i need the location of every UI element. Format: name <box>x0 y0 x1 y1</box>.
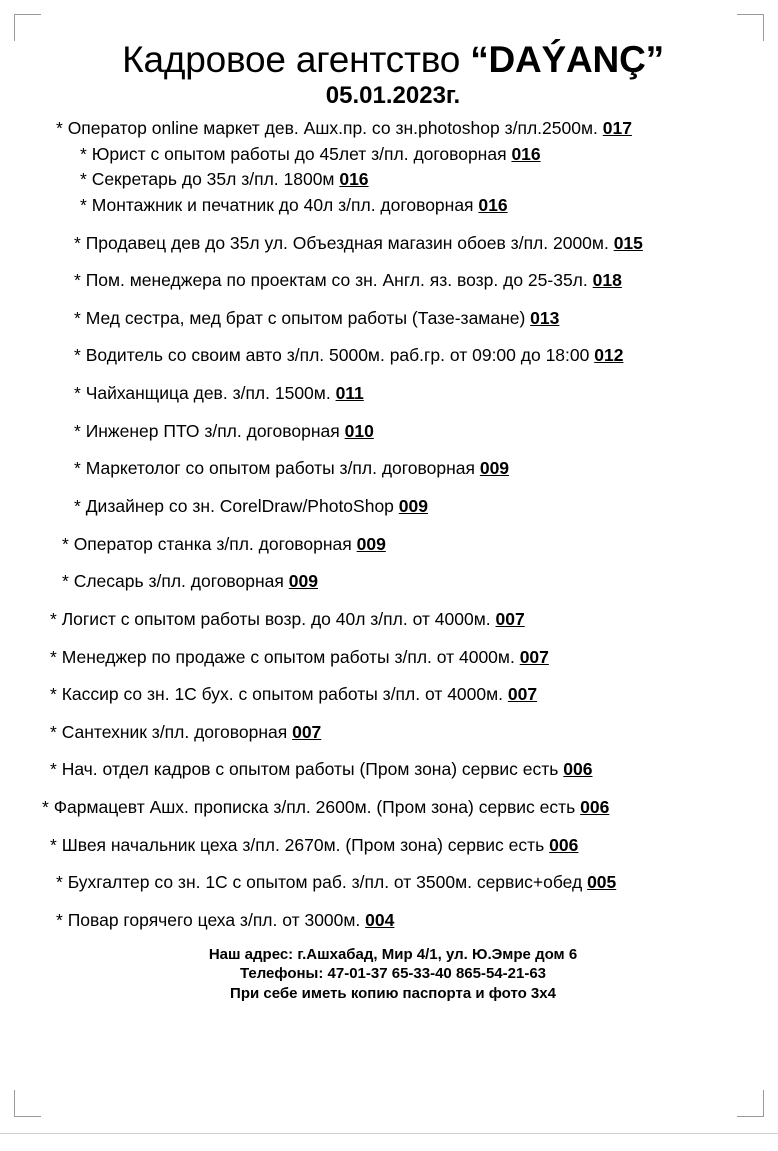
vacancy-code: 016 <box>511 143 541 164</box>
vacancy-item <box>32 144 754 165</box>
bullet-star-icon: * <box>74 345 81 366</box>
vacancy-code: 006 <box>549 834 579 855</box>
document-content <box>32 30 754 1111</box>
page-bottom-rule <box>0 1133 778 1134</box>
vacancy-item <box>32 609 754 630</box>
vacancy-code: 016 <box>478 194 508 215</box>
page-title <box>32 40 754 80</box>
vacancy-description: Швея начальник цеха з/пл. 2670м. (Пром зона) сервис есть <box>61 834 545 855</box>
vacancy-description: Чайханщица дев. з/пл. 1500м. <box>85 383 331 404</box>
vacancy-description: Мед сестра, мед брат с опытом работы (Тазе-замане) <box>85 307 526 328</box>
vacancy-code: 009 <box>398 496 428 516</box>
vacancy-code: 013 <box>530 307 560 328</box>
vacancy-item <box>32 118 754 139</box>
vacancy-code: 017 <box>602 117 632 138</box>
vacancy-item <box>32 910 754 931</box>
vacancy-item <box>32 797 754 818</box>
agency-brand-name: “DAÝANÇ” <box>470 39 664 80</box>
vacancy-description: Дизайнер со зн. CorelDraw/PhotoShop <box>85 496 394 516</box>
vacancy-item <box>32 872 754 893</box>
vacancy-list <box>32 118 754 931</box>
vacancy-code: 015 <box>613 232 643 253</box>
page-title-prefix: Кадровое агентство <box>122 39 471 80</box>
vacancy-item <box>32 383 754 404</box>
vacancy-description: Фармацевт Ашх. прописка з/пл. 2600м. (Пром зона) сервис есть <box>53 797 576 818</box>
vacancy-description: Монтажник и печатник до 40л з/пл. договорная <box>91 194 474 215</box>
vacancy-code: 009 <box>288 571 318 592</box>
vacancy-item <box>32 421 754 442</box>
vacancy-description: Маркетолог со опытом работы з/пл. договорная <box>85 458 475 479</box>
vacancy-item <box>32 647 754 668</box>
vacancy-item <box>32 345 754 366</box>
vacancy-item <box>32 684 754 705</box>
vacancy-description: Слесарь з/пл. договорная <box>73 571 284 592</box>
vacancy-code: 007 <box>495 608 525 629</box>
footer-phones: Телефоны: 47-01-37 65-33-40 865-54-21-63 <box>239 965 547 983</box>
vacancy-code: 010 <box>344 420 374 441</box>
vacancy-description: Продавец дев до 35л ул. Объездная магазин обоев з/пл. 2000м. <box>85 232 609 253</box>
vacancy-code: 004 <box>365 910 395 931</box>
vacancy-code: 007 <box>507 684 538 705</box>
bullet-star-icon: * <box>50 834 57 855</box>
bullet-star-icon: * <box>50 684 57 705</box>
vacancy-item <box>32 722 754 743</box>
vacancy-item <box>32 270 754 291</box>
footer-requirements: При себе иметь копию паспорта и фото 3х4 <box>230 985 556 1003</box>
vacancy-description: Логист с опытом работы возр. до 40л з/пл. от 4000м. <box>61 608 491 629</box>
bullet-star-icon: * <box>80 194 87 215</box>
vacancy-item <box>32 233 754 254</box>
vacancy-item <box>32 534 754 555</box>
vacancy-description: Водитель со своим авто з/пл. 5000м. раб.гр. от 09:00 до 18:00 <box>85 345 590 366</box>
bullet-star-icon: * <box>56 910 63 931</box>
bullet-star-icon: * <box>62 533 69 554</box>
bullet-star-icon: * <box>74 496 81 516</box>
bullet-star-icon: * <box>80 143 87 164</box>
bullet-star-icon: * <box>56 117 63 138</box>
vacancy-code: 007 <box>292 721 322 742</box>
vacancy-description: Секретарь до 35л з/пл. 1800м <box>91 169 335 190</box>
vacancy-code: 011 <box>335 383 364 404</box>
vacancy-description: Оператор online маркет дев. Ашх.пр. со зн.photoshop з/пл.2500м. <box>67 117 598 138</box>
vacancy-description: Инженер ПТО з/пл. договорная <box>85 420 340 441</box>
document-date: 05.01.2023г. <box>325 81 461 109</box>
bullet-star-icon: * <box>50 721 57 742</box>
vacancy-item <box>32 195 754 216</box>
vacancy-code: 016 <box>339 169 369 190</box>
vacancy-code: 009 <box>356 533 386 554</box>
vacancy-code: 006 <box>580 797 610 818</box>
bullet-star-icon: * <box>74 383 81 404</box>
vacancy-description: Повар горячего цеха з/пл. от 3000м. <box>67 910 361 931</box>
vacancy-description: Нач. отдел кадров с опытом работы (Пром зона) сервис есть <box>61 759 559 780</box>
vacancy-item <box>32 496 754 517</box>
bullet-star-icon: * <box>50 759 57 780</box>
vacancy-code: 005 <box>587 872 617 893</box>
bullet-star-icon: * <box>42 797 49 818</box>
bullet-star-icon: * <box>50 608 57 629</box>
vacancy-description: Юрист с опытом работы до 45лет з/пл. договорная <box>91 143 507 164</box>
vacancy-description: Пом. менеджера по проектам со зн. Англ. яз. возр. до 25-35л. <box>85 270 588 291</box>
vacancy-item <box>32 759 754 780</box>
vacancy-item <box>32 835 754 856</box>
bullet-star-icon: * <box>74 270 81 291</box>
bullet-star-icon: * <box>74 458 81 479</box>
vacancy-code: 007 <box>519 646 549 667</box>
vacancy-item <box>32 308 754 329</box>
vacancy-description: Кассир со зн. 1С бух. с опытом работы з/пл. от 4000м. <box>61 684 504 705</box>
bullet-star-icon: * <box>62 571 69 592</box>
vacancy-description: Бухгалтер со зн. 1С с опытом раб. з/пл. от 3500м. сервис+обед <box>67 872 583 893</box>
vacancy-code: 012 <box>594 345 624 366</box>
contact-footer <box>32 945 754 1004</box>
vacancy-description: Оператор станка з/пл. договорная <box>73 533 352 554</box>
vacancy-code: 009 <box>479 458 510 479</box>
bullet-star-icon: * <box>50 646 57 667</box>
vacancy-description: Сантехник з/пл. договорная <box>61 721 288 742</box>
vacancy-item <box>32 458 754 479</box>
vacancy-code: 018 <box>592 270 622 291</box>
bullet-star-icon: * <box>56 872 63 893</box>
vacancy-item <box>32 169 754 190</box>
vacancy-code: 006 <box>563 759 593 780</box>
bullet-star-icon: * <box>74 307 81 328</box>
bullet-star-icon: * <box>74 232 81 253</box>
bullet-star-icon: * <box>74 420 81 441</box>
vacancy-description: Менеджер по продаже с опытом работы з/пл. от 4000м. <box>61 646 515 667</box>
footer-address: Наш адрес: г.Ашхабад, Мир 4/1, ул. Ю.Эмре дом 6 <box>208 945 578 963</box>
bullet-star-icon: * <box>80 169 87 190</box>
vacancy-item <box>32 571 754 592</box>
